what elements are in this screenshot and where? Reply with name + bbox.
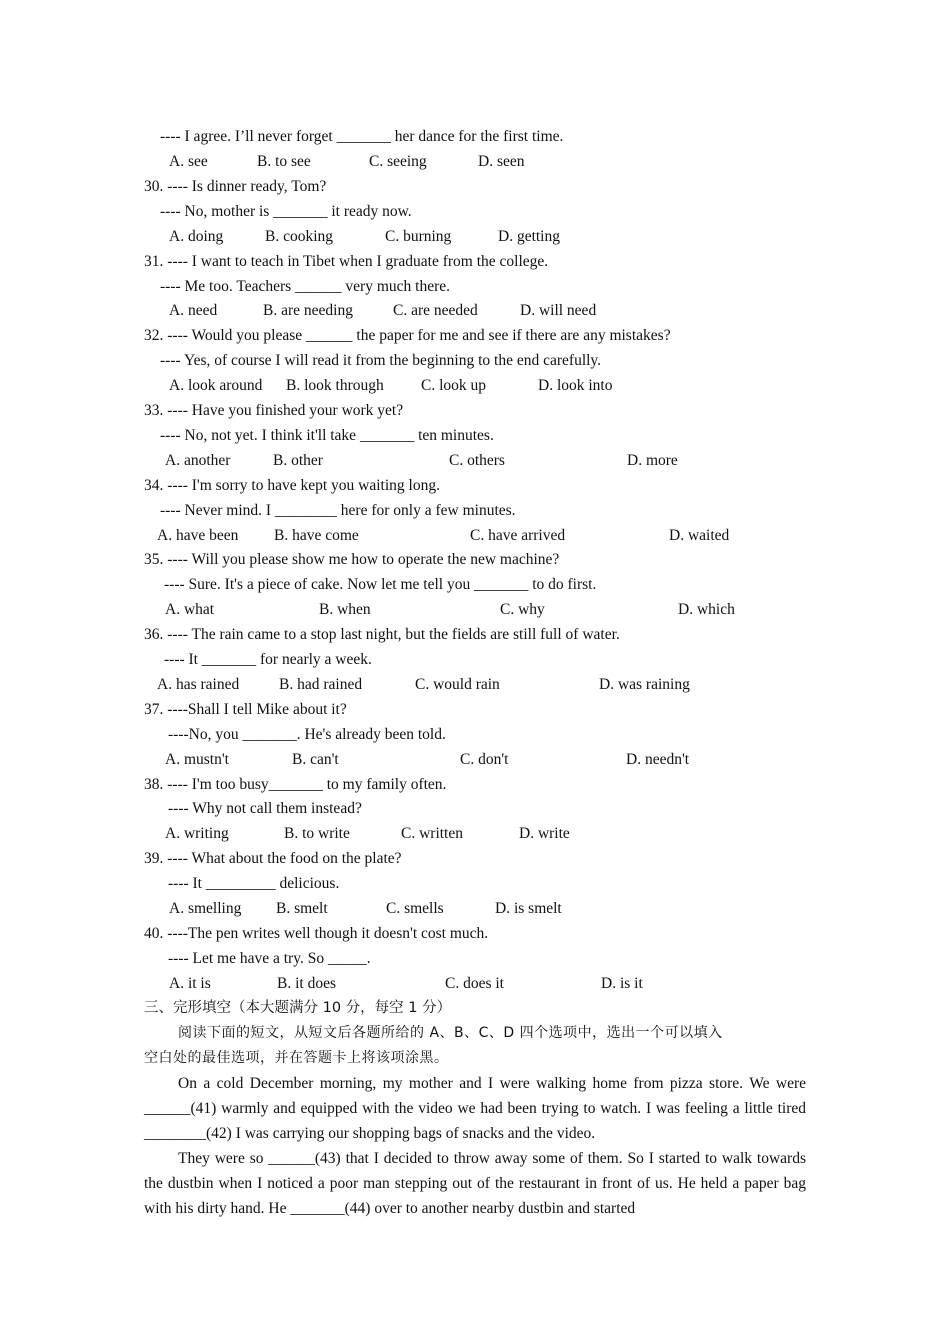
q40-option-b: B. it does — [277, 975, 336, 992]
q39-option-a: A. smelling — [169, 900, 242, 917]
q39-response: ---- It _________ delicious. — [168, 875, 340, 892]
q29-option-d: D. seen — [478, 153, 525, 170]
cloze-paragraph-2: They were so ______(43) that I decided to throw away some of them. So I started to walk towards the dustbin when I noticed a poor man stepping out of the restaurant in front of us. He held a paper bag with his dirty hand. He _______(44) over to another nearby dustbin and started — [144, 1150, 806, 1217]
q40-prompt: 40. ----The pen writes well though it doesn't cost much. — [144, 925, 489, 942]
q33-option-c: C. others — [449, 452, 505, 469]
q34-option-b: B. have come — [274, 527, 359, 544]
q35-response: ---- Sure. It's a piece of cake. Now let me tell you _______ to do first. — [164, 576, 597, 593]
q39-prompt: 39. ---- What about the food on the plate? — [144, 850, 402, 867]
q39-option-d: D. is smelt — [495, 900, 562, 917]
q36-response: ---- It _______ for nearly a week. — [164, 651, 372, 668]
q33-option-d: D. more — [627, 452, 678, 469]
q40-option-a: A. it is — [169, 975, 211, 992]
q35-option-a: A. what — [165, 601, 215, 618]
q37-option-b: B. can't — [292, 751, 339, 768]
q34-option-c: C. have arrived — [470, 527, 566, 544]
q37-option-d: D. needn't — [626, 751, 690, 768]
q36-option-c: C. would rain — [415, 676, 500, 693]
q34-prompt: 34. ---- I'm sorry to have kept you waiting long. — [144, 477, 440, 494]
q34-option-d: D. waited — [669, 527, 730, 544]
q29-option-a: A. see — [169, 153, 208, 170]
q36-prompt: 36. ---- The rain came to a stop last night, but the fields are still full of water. — [144, 626, 620, 643]
q30-prompt: 30. ---- Is dinner ready, Tom? — [144, 178, 327, 195]
q32-prompt: 32. ---- Would you please ______ the paper for me and see if there are any mistakes? — [144, 327, 671, 344]
q33-response: ---- No, not yet. I think it'll take _______ ten minutes. — [160, 427, 494, 444]
q31-option-d: D. will need — [520, 302, 597, 319]
q32-option-a: A. look around — [169, 377, 263, 394]
q38-option-b: B. to write — [284, 825, 350, 842]
q36-option-a: A. has rained — [157, 676, 240, 693]
q31-response: ---- Me too. Teachers ______ very much there. — [160, 278, 451, 295]
q38-option-d: D. write — [519, 825, 570, 842]
q38-option-c: C. written — [401, 825, 463, 842]
q32-option-d: D. look into — [538, 377, 613, 394]
q34-response: ---- Never mind. I ________ here for only a few minutes. — [160, 502, 516, 519]
section-heading: 三、完形填空（本大题满分 10 分，每空 1 分） — [144, 1000, 452, 1016]
q33-option-a: A. another — [165, 452, 231, 469]
q29-option-b: B. to see — [257, 153, 311, 170]
q34-option-a: A. have been — [157, 527, 239, 544]
q37-response: ----No, you _______. He's already been told. — [168, 726, 446, 743]
q32-response: ---- Yes, of course I will read it from the beginning to the end carefully. — [160, 352, 602, 369]
q39-option-c: C. smells — [386, 900, 444, 917]
q36-option-b: B. had rained — [279, 676, 363, 693]
q29-response: ---- I agree. I’ll never forget _______ her dance for the first time. — [160, 128, 564, 145]
q35-option-b: B. when — [319, 601, 371, 618]
q38-option-a: A. writing — [165, 825, 229, 842]
section-instruction-line1: 阅读下面的短文，从短文后各题所给的 A、B、C、D 四个选项中，选出一个可以填入 — [178, 1025, 723, 1041]
q36-option-d: D. was raining — [599, 676, 690, 693]
q35-option-c: C. why — [500, 601, 545, 618]
q38-prompt: 38. ---- I'm too busy_______ to my family often. — [144, 776, 447, 793]
q40-option-d: D. is it — [601, 975, 643, 992]
q35-option-d: D. which — [678, 601, 735, 618]
q29-option-c: C. seeing — [369, 153, 427, 170]
q33-option-b: B. other — [273, 452, 323, 469]
q40-option-c: C. does it — [445, 975, 504, 992]
q30-option-c: C. burning — [385, 228, 452, 245]
q35-prompt: 35. ---- Will you please show me how to operate the new machine? — [144, 551, 560, 568]
section-instruction-line2: 空白处的最佳选项，并在答题卡上将该项涂黑。 — [144, 1050, 449, 1066]
q31-prompt: 31. ---- I want to teach in Tibet when I graduate from the college. — [144, 253, 549, 270]
q32-option-b: B. look through — [286, 377, 384, 394]
q31-option-b: B. are needing — [263, 302, 353, 319]
q37-option-c: C. don't — [460, 751, 509, 768]
q39-option-b: B. smelt — [276, 900, 328, 917]
q30-option-d: D. getting — [498, 228, 560, 245]
q31-option-c: C. are needed — [393, 302, 478, 319]
q33-prompt: 33. ---- Have you finished your work yet? — [144, 402, 404, 419]
q30-response: ---- No, mother is _______ it ready now. — [160, 203, 412, 220]
q38-response: ---- Why not call them instead? — [168, 800, 362, 817]
q32-option-c: C. look up — [421, 377, 487, 394]
q30-option-a: A. doing — [169, 228, 224, 245]
q30-option-b: B. cooking — [265, 228, 334, 245]
q31-option-a: A. need — [169, 302, 218, 319]
q37-option-a: A. mustn't — [165, 751, 229, 768]
q40-response: ---- Let me have a try. So _____. — [168, 950, 371, 967]
q37-prompt: 37. ----Shall I tell Mike about it? — [144, 701, 347, 718]
cloze-paragraph-1: On a cold December morning, my mother and I were walking home from pizza store. We were ______(41) warmly and equipped with the video we had been trying to watch. I was feeling a little tired ________(42) I was carrying our shopping bags of snacks and the video. — [144, 1075, 806, 1142]
